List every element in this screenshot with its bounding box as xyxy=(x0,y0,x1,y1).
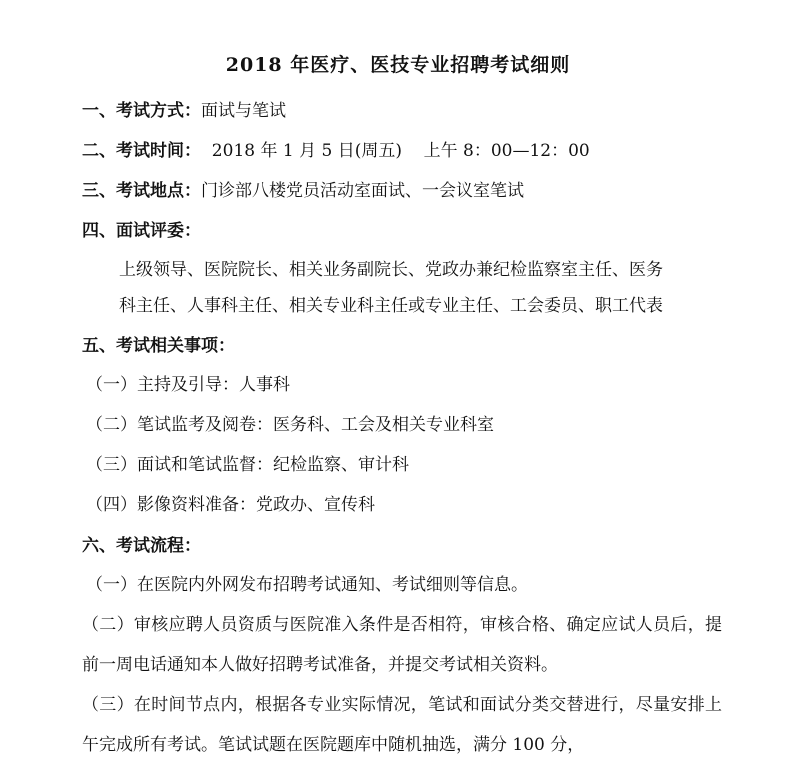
matters-item-2: （二）笔试监考及阅卷：医务科、工会及相关专业科室 xyxy=(86,415,494,435)
process-item-3: （三）在时间节点内，根据各专业实际情况，笔试和面试分类交替进行，尽量安排上午完成所有考试。笔试试题在医院题库中随机抽选，满分 100 分， xyxy=(82,695,722,755)
section-exam-process: 六、考试流程： xyxy=(82,536,201,556)
matters-item-3: （三）面试和笔试监督：纪检监察、审计科 xyxy=(86,455,409,475)
section-value: 2018 年 1 月 5 日(周五) 上午 8：00—12：00 xyxy=(201,141,590,161)
matters-item-4: （四）影像资料准备：党政办、宣传科 xyxy=(86,495,375,515)
section-value: 面试与笔试 xyxy=(201,101,286,121)
section-label: 三、考试地点： xyxy=(82,181,201,201)
section-label: 一、考试方式： xyxy=(82,101,201,121)
section-value: 门诊部八楼党员活动室面试、一会议室笔试 xyxy=(201,181,524,201)
matters-item-1: （一）主持及引导：人事科 xyxy=(86,375,290,395)
section-exam-method xyxy=(82,100,286,122)
judges-line-2: 科主任、人事科主任、相关专业科主任或专业主任、工会委员、职工代表 xyxy=(119,296,663,316)
section-label: 二、考试时间： xyxy=(82,141,201,161)
section-exam-matters: 五、考试相关事项： xyxy=(82,336,235,356)
judges-line-1: 上级领导、医院院长、相关业务副院长、党政办兼纪检监察室主任、医务 xyxy=(119,260,663,280)
section-exam-time xyxy=(82,140,590,162)
document-title: 2018 年医疗、医技专业招聘考试细则 xyxy=(225,54,571,76)
section-exam-location xyxy=(82,180,524,202)
process-item-1: （一）在医院内外网发布招聘考试通知、考试细则等信息。 xyxy=(86,575,528,595)
section-interview-judges: 四、面试评委： xyxy=(82,221,201,241)
process-item-2: （二）审核应聘人员资质与医院准入条件是否相符，审核合格、确定应试人员后，提前一周电话通知本人做好招聘考试准备，并提交考试相关资料。 xyxy=(82,615,722,675)
